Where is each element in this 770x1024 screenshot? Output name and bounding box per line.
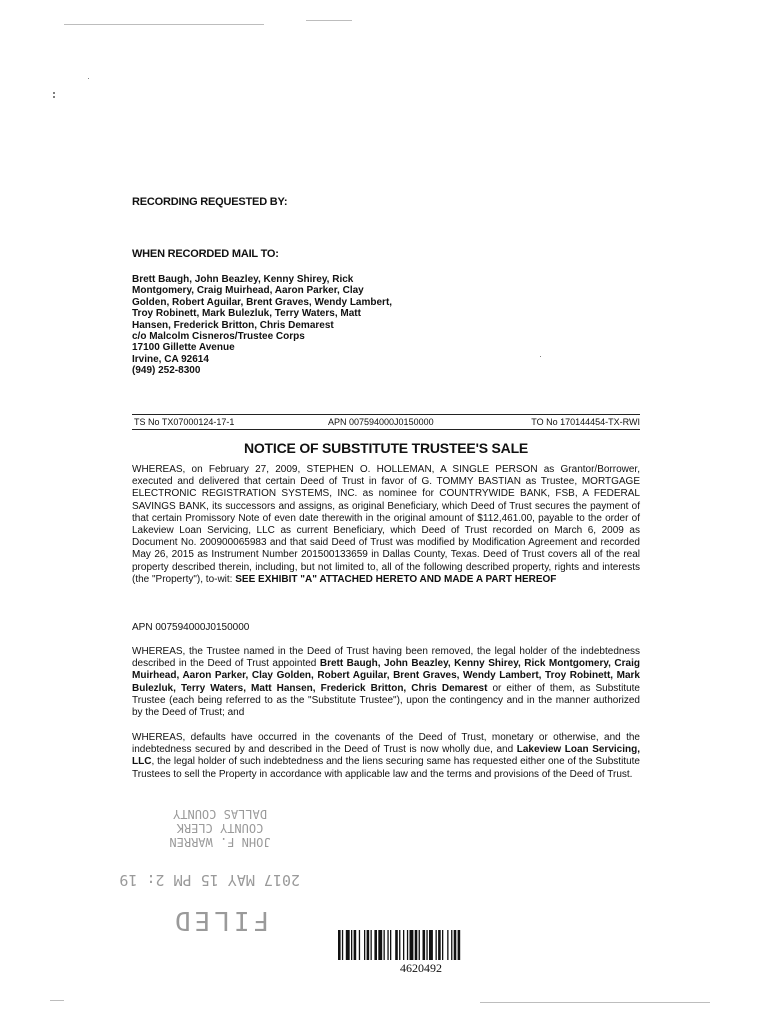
stamp-date-time: 2017 MAY 15 PM 2: 19	[119, 871, 300, 889]
to-number: TO No 170144454-TX-RWI	[531, 417, 640, 427]
paragraph-whereas-defaults	[132, 732, 640, 781]
scan-speck	[53, 96, 55, 98]
scan-speck	[88, 78, 89, 79]
address-line: Irvine, CA 92614	[132, 353, 209, 365]
address-line: 17100 Gillette Avenue	[132, 342, 235, 354]
address-line: c/o Malcolm Cisneros/Trustee Corps	[132, 331, 305, 343]
exhibit-reference: SEE EXHIBIT "A" ATTACHED HERETO AND MADE A PART HEREOF	[235, 573, 557, 585]
paragraph-text: WHEREAS, the Trustee named in the Deed of Trust having been removed, the legal holder of the indebtedness described in the Deed of Trust appointed	[132, 646, 640, 670]
barcode-bar	[436, 930, 437, 960]
barcode-bar	[451, 930, 452, 960]
paragraph-text: or either of them, as Substitute Trustee (each being referred to as the "Substitute Trustee"), upon the contingency and in the manner authorized by the Deed of Trust; and	[132, 682, 640, 719]
barcode-bar	[387, 930, 388, 960]
apn-line: APN 007594000J0150000	[132, 622, 250, 633]
stamp-clerk-name: JOHN F. WARREN	[169, 835, 271, 849]
ts-number: TS No TX07000124-17-1	[134, 417, 235, 427]
address-line: (949) 252-8300	[132, 365, 201, 377]
barcode-bar	[399, 930, 400, 960]
barcode-bar	[395, 930, 398, 960]
barcode-bar	[384, 930, 385, 960]
barcode-bar	[423, 930, 426, 960]
address-line: Brett Baugh, John Beazley, Kenny Shirey, Rick	[132, 274, 354, 285]
document-title: NOTICE OF SUBSTITUTE TRUSTEE'S SALE	[243, 440, 529, 456]
paragraph-text: , the legal holder of such indebtedness and the liens securing same has requested either one of the Substitute Trustees to sell the Property in accordance with applicable law and the terms and provisions of the Deed of Trust.	[132, 756, 640, 780]
barcode-bar	[342, 930, 343, 960]
scan-artifact-bottom-right	[480, 1002, 710, 1003]
barcode-bar	[429, 930, 433, 960]
stamp-clerk-title: COUNTY CLERK	[176, 821, 264, 835]
filed-stamp	[119, 805, 300, 935]
substitute-trustee-names: Brett Baugh, John Beazley, Kenny Shirey, Rick Montgomery, Craig Muirhead, Aaron Parker, Clay Golden, Robert Aguilar, Brent Graves, Wendy Lambert, Troy Robinett, Mark Bulezluk, Terry Waters, Matt Hansen, Frederick Britton, Chris Demarest	[132, 658, 640, 694]
scan-speck	[540, 356, 541, 357]
when-recorded-mail-to-label: WHEN RECORDED MAIL TO:	[132, 248, 279, 260]
scan-artifact-top-right	[306, 20, 352, 21]
stamp-county: DALLAS COUNTY	[173, 807, 267, 821]
barcode-bar	[364, 930, 365, 960]
reference-numbers-row	[132, 414, 640, 430]
barcode-bar	[419, 930, 420, 960]
recording-requested-by-label: RECORDING REQUESTED BY:	[132, 196, 288, 208]
barcode-bar	[359, 930, 360, 960]
barcode-bar	[410, 930, 414, 960]
apn-number-header: APN 007594000J0150000	[328, 417, 434, 427]
barcode-bar	[415, 930, 418, 960]
address-line: Hansen, Frederick Britton, Chris Demarest	[132, 319, 334, 331]
address-line: Golden, Robert Aguilar, Brent Graves, Wendy Lambert,	[132, 296, 393, 308]
barcode-bar	[351, 930, 352, 960]
barcode-bar	[374, 930, 377, 960]
barcode-bar	[407, 930, 408, 960]
paragraph-whereas-trustee	[132, 646, 640, 719]
barcode-bar	[442, 930, 443, 960]
barcode-bar	[454, 930, 457, 960]
paragraph-text: WHEREAS, defaults have occurred in the covenants of the Deed of Trust, monetary or otherwise, and the indebtedness secured by and described in the Deed of Trust is now wholly due, and	[132, 732, 640, 756]
barcode-bar	[378, 930, 382, 960]
lender-name: Lakeview Loan Servicing, LLC	[132, 744, 640, 768]
barcode-bar	[438, 930, 441, 960]
address-line: Troy Robinett, Mark Bulezluk, Terry Waters, Matt	[132, 308, 361, 320]
barcode-bar	[403, 930, 404, 960]
paragraph-text: WHEREAS, on February 27, 2009, STEPHEN O. HOLLEMAN, A SINGLE PERSON as Grantor/Borrower, executed and delivered that certain Deed of Trust in favor of G. TOMMY BASTIAN as Trustee, MORTGAGE ELECTRONIC REGISTRATION SYSTEMS, INC. as nominee for COUNTRYWIDE BANK, FSB, A FEDERAL SAVINGS BANK, its successors and assigns, as original Beneficiary, which Deed of Trust secures the payment of that certain Promissory Note of even date therewith in the original amount of $112,461.00, payable to the order of Lakeview Loan Servicing, LLC as current Beneficiary, which Deed of Trust recorded on March 6, 2009 as Document No. 200900065983 and that said Deed of Trust was modified by Modification Agreement and recorded May 26, 2015 as Instrument Number 201500133659 in Dallas County, Texas. Deed of Trust covers all of the real property described therein, including, but not limited to, all of the following described property, rights and interests (the "Property"), to-wit:	[132, 464, 640, 585]
scan-artifact-bottom-left	[50, 1000, 64, 1001]
barcode-bar	[371, 930, 372, 960]
mail-to-address-block	[132, 274, 432, 377]
barcode-bar	[346, 930, 350, 960]
barcode-bar	[338, 930, 341, 960]
barcode-number: 4620492	[400, 961, 442, 975]
barcode-bar	[458, 930, 461, 960]
scan-artifact-top	[64, 24, 264, 25]
scan-speck	[53, 92, 55, 94]
barcode-bar	[390, 930, 391, 960]
barcode-bar	[367, 930, 370, 960]
paragraph-whereas-deed	[132, 464, 640, 586]
address-line: Montgomery, Craig Muirhead, Aaron Parker, Clay	[132, 285, 364, 297]
barcode-bar	[354, 930, 357, 960]
stamp-filed: FILED	[170, 905, 270, 935]
barcode-bar	[426, 930, 427, 960]
barcode-bar	[447, 930, 448, 960]
barcode	[338, 930, 504, 960]
